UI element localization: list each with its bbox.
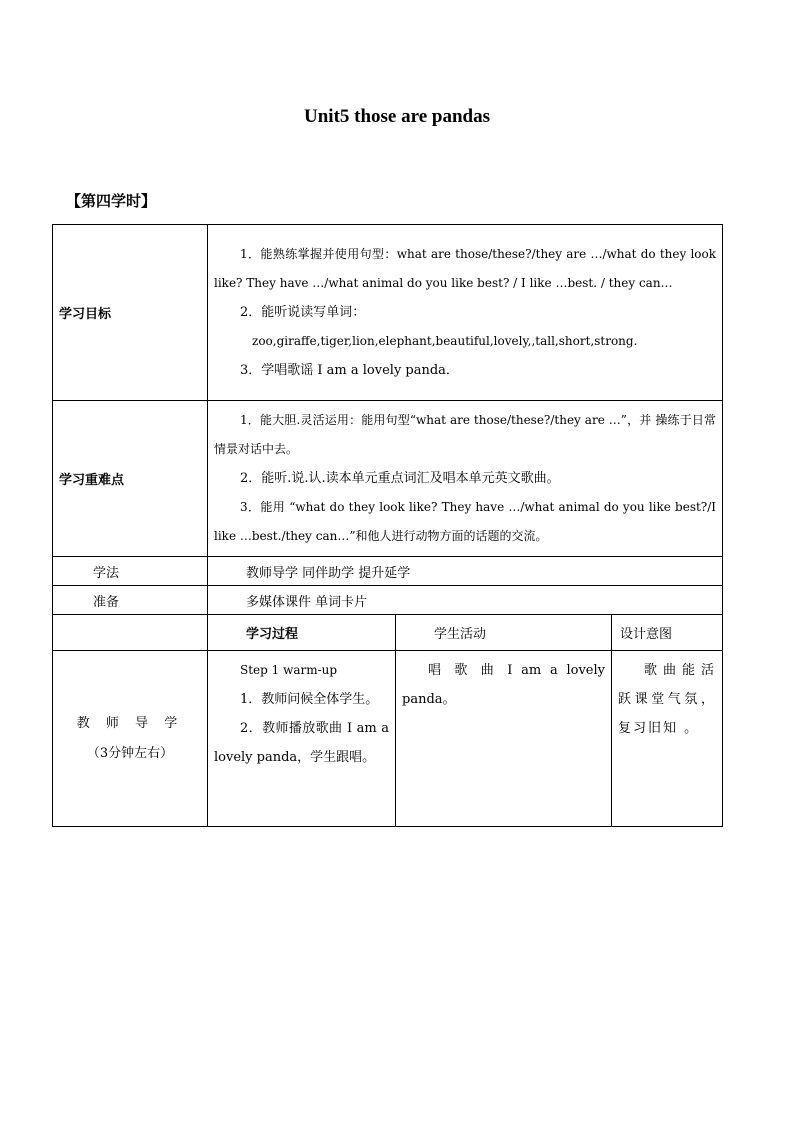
goals-row	[53, 225, 723, 401]
method-row	[53, 557, 723, 586]
focus-content	[208, 401, 723, 557]
prep-row	[53, 586, 723, 615]
document-title: Unit5 those are pandas	[304, 106, 490, 127]
goals-label: 学习目标	[53, 225, 208, 401]
lesson-plan-table	[52, 224, 723, 827]
goals-line-4: 3．学唱歌谣 I am a lovely panda．	[240, 363, 459, 378]
prep-value: 多媒体课件 单词卡片	[208, 586, 723, 615]
goals-line-3: zoo,giraffe,tiger,lion,elephant,beautiful,lovely,,tall,short,strong.	[252, 334, 638, 348]
step-intent-text: 歌曲能活跃课堂气氛，复习旧知 。	[618, 663, 717, 736]
header-empty	[53, 615, 208, 651]
step-activity-text: 唱 歌 曲 I am a lovely panda。	[402, 663, 605, 707]
prep-label: 准备	[53, 586, 208, 615]
step-activity	[396, 651, 612, 827]
step-row	[53, 651, 723, 827]
section-heading: 【第四学时】	[66, 192, 157, 210]
step-label-2: （3分钟左右）	[86, 745, 174, 761]
step-intent	[612, 651, 723, 827]
header-activity: 学生活动	[396, 615, 612, 651]
step-process-1: Step 1 warm-up	[240, 663, 338, 677]
header-process: 学习过程	[208, 615, 396, 651]
goals-line-1: 1．能熟练掌握并使用句型：what are those/these?/they are …/what do they look like? They have …/what animal do you like best? / I like …best. / they can…	[214, 247, 717, 290]
focus-row	[53, 401, 723, 557]
step-process-2: 1．教师问候全体学生。	[240, 692, 379, 707]
method-value: 教师导学 同伴助学 提升延学	[208, 557, 723, 586]
focus-line-3: 3．能用 “what do they look like? They have …/what animal do you like best?/I like …best./they can…”和他人进行动物方面的话题的交流。	[214, 500, 717, 543]
step-process	[208, 651, 396, 827]
goals-line-2: 2．能听说读写单词：	[240, 305, 366, 320]
method-label: 学法	[53, 557, 208, 586]
focus-line-1: 1．能大胆.灵活运用：能用句型“what are those/these?/they are …”，并 操练于日常情景对话中去。	[214, 413, 717, 456]
header-row	[53, 615, 723, 651]
focus-line-2: 2．能听.说.认.读本单元重点词汇及唱本单元英文歌曲。	[240, 471, 560, 486]
header-intent: 设计意图	[612, 615, 723, 651]
focus-label: 学习重难点	[53, 401, 208, 557]
goals-content	[208, 225, 723, 401]
step-label-1: 教 师 导 学	[76, 715, 184, 731]
step-process-3: 2．教师播放歌曲 I am a lovely panda，学生跟唱。	[214, 721, 389, 765]
step-label	[53, 651, 208, 827]
